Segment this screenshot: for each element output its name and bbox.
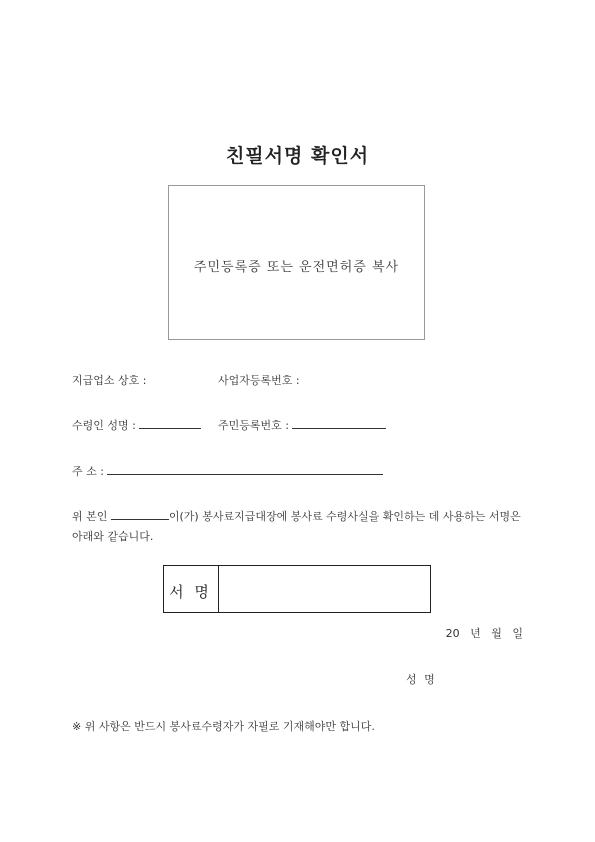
signer-label: 성 명 [406,673,435,686]
address-blank [107,463,383,475]
address-row [72,463,383,479]
statement-paragraph [72,507,524,547]
statement-name-blank [111,508,169,520]
document-title: 친필서명 확인서 [225,145,370,167]
statement-suffix: 이(가) 봉사료지급대장에 봉사료 수령사실을 확인하는 데 사용하는 서명은 아래와 같습니다. [72,510,521,543]
signature-box-label: 서 명 [169,583,212,601]
recipient-name-row [72,417,201,433]
recipient-name-blank [139,417,201,429]
payer-name-label: 지급업소 상호 : [72,374,147,387]
statement-prefix: 위 본인 [72,510,108,523]
recipient-name-label: 수령인 성명 : [72,419,136,432]
footnote: ※ 위 사항은 반드시 봉사료수령자가 자필로 기재해야만 합니다. [72,720,375,733]
date-line: 20 년 월 일 [445,627,523,640]
resident-reg-blank [292,417,386,429]
id-copy-box-label: 주민등록증 또는 운전면허증 복사 [193,260,400,275]
resident-reg-row [218,417,386,433]
signature-box-divider [218,565,219,613]
resident-reg-label: 주민등록번호 : [218,419,289,432]
business-reg-label: 사업자등록번호 : [218,374,300,387]
address-label: 주 소 : [72,465,104,478]
